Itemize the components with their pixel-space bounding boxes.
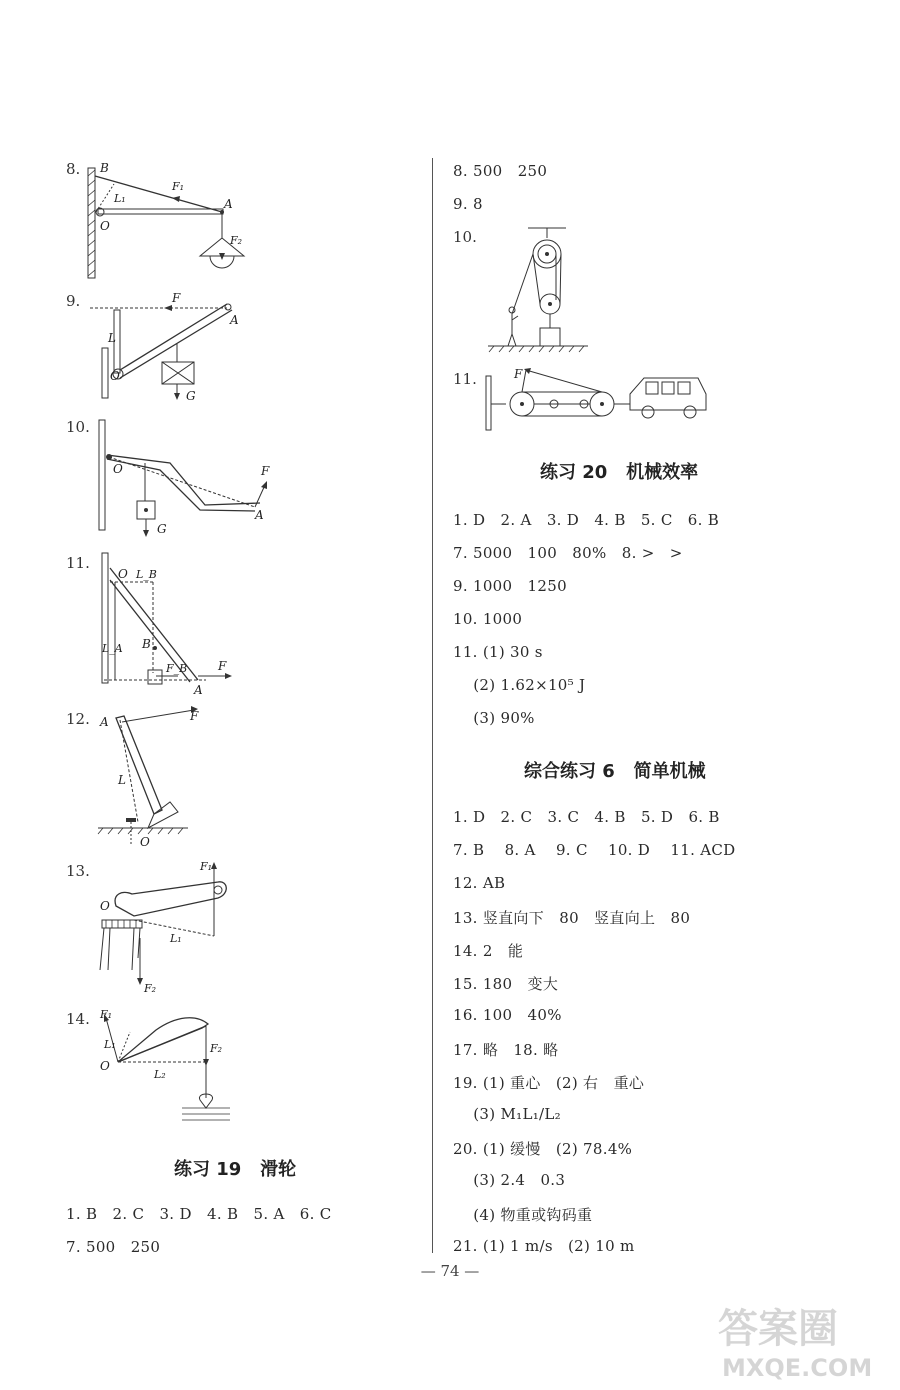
section-6-line-5: 14. 2 能 (453, 942, 524, 960)
figure-9-number: 9. (66, 292, 81, 310)
label-B: B (100, 161, 109, 175)
label-LA: L_A (102, 642, 123, 655)
label-L2: L₂ (154, 1068, 166, 1081)
right-figure-11 (484, 364, 714, 434)
label-L1: L₁ (170, 932, 182, 945)
section-19-line-1: 1. B 2. C 3. D 4. B 5. A 6. C (66, 1205, 332, 1223)
label-O: O (118, 567, 128, 581)
figure-13-number: 13. (66, 862, 90, 880)
section-20-heading: 练习 20 机械效率 (540, 462, 699, 483)
section-6-line-7: 16. 100 40% (453, 1006, 562, 1024)
figure-11-number: 11. (66, 554, 90, 572)
section-20-line-1: 1. D 2. A 3. D 4. B 5. C 6. B (453, 511, 720, 529)
section-6-line-10: (3) M₁L₁/L₂ (453, 1105, 561, 1123)
section-20-line-2: 7. 5000 100 80% 8. > > (453, 544, 683, 562)
page-number: — 74 — (420, 1262, 480, 1280)
right-figure-10-number: 10. (453, 228, 477, 246)
section-20-line-6: (2) 1.62×10⁵ J (453, 676, 586, 694)
label-A: A (224, 197, 233, 211)
right-figure-11-number: 11. (453, 370, 477, 388)
figure-13 (96, 858, 236, 996)
watermark-line-1: 答案圈 (718, 1306, 838, 1352)
section-6-line-3: 12. AB (453, 874, 506, 892)
watermark-logo (708, 1294, 888, 1384)
figure-8 (80, 158, 280, 283)
section-6-line-2: 7. B 8. A 9. C 10. D 11. ACD (453, 841, 736, 859)
section-20-line-3: 9. 1000 1250 (453, 577, 567, 595)
label-B: B (142, 637, 151, 651)
figure-9 (82, 288, 262, 403)
figure-12-number: 12. (66, 710, 90, 728)
label-F: F (218, 659, 227, 673)
label-O: O (113, 462, 123, 476)
label-F1: F₁ (172, 180, 185, 193)
figure-14-number: 14. (66, 1010, 90, 1028)
label-O: O (110, 369, 120, 383)
section-6-line-13: (4) 物重或钩码重 (453, 1206, 593, 1224)
label-O: O (100, 899, 110, 913)
label-O: O (140, 835, 150, 849)
label-F: F (172, 291, 181, 305)
section-6-line-11: 20. (1) 缓慢 (2) 78.4% (453, 1140, 633, 1158)
label-L: L (118, 773, 126, 787)
label-F2: F₂ (144, 982, 157, 995)
section-20-line-4: 10. 1000 (453, 610, 523, 628)
figure-8-number: 8. (66, 160, 81, 178)
section-6-line-8: 17. 略 18. 略 (453, 1041, 559, 1059)
label-L: L (108, 331, 116, 345)
section-6-heading: 综合练习 6 简单机械 (524, 761, 706, 782)
section-19-line-2: 7. 500 250 (66, 1238, 161, 1256)
figure-10-number: 10. (66, 418, 90, 436)
label-F1: F₁ (200, 860, 213, 873)
figure-10 (95, 415, 285, 540)
label-A: A (194, 683, 203, 697)
label-F: F (514, 367, 523, 381)
label-A: A (255, 508, 264, 522)
right-line-8: 8. 500 250 (453, 162, 548, 180)
label-A: A (230, 313, 239, 327)
label-O: O (100, 1059, 110, 1073)
label-F2: F₂ (210, 1042, 223, 1055)
label-O: O (100, 219, 110, 233)
watermark-line-2: MXQE.COM (722, 1354, 873, 1382)
section-19-heading: 练习 19 滑轮 (174, 1159, 297, 1180)
right-line-9: 9. 8 (453, 195, 483, 213)
section-6-line-14: 21. (1) 1 m/s (2) 10 m (453, 1237, 635, 1255)
section-20-line-5: 11. (1) 30 s (453, 643, 543, 661)
label-L1: L₁ (114, 192, 126, 205)
label-F1: F₁ (100, 1008, 113, 1021)
label-G: G (186, 389, 196, 403)
label-FB: F_B (166, 662, 188, 675)
section-6-line-9: 19. (1) 重心 (2) 右 重心 (453, 1074, 645, 1092)
label-F: F (261, 464, 270, 478)
figure-11 (98, 548, 248, 698)
label-F2: F₂ (230, 234, 243, 247)
section-6-line-4: 13. 竖直向下 80 竖直向上 80 (453, 909, 691, 927)
label-F: F (190, 709, 199, 723)
label-L1: L₁ (104, 1038, 116, 1051)
figure-12 (98, 704, 218, 852)
label-LB: L_B (136, 568, 157, 581)
right-figure-10 (484, 224, 594, 354)
section-20-line-7: (3) 90% (453, 709, 535, 727)
label-A: A (100, 715, 109, 729)
section-6-line-1: 1. D 2. C 3. C 4. B 5. D 6. B (453, 808, 720, 826)
column-divider (432, 158, 433, 1253)
label-G: G (157, 522, 167, 536)
section-6-line-12: (3) 2.4 0.3 (453, 1171, 566, 1189)
figure-14 (96, 1004, 256, 1126)
section-6-line-6: 15. 180 变大 (453, 975, 559, 993)
